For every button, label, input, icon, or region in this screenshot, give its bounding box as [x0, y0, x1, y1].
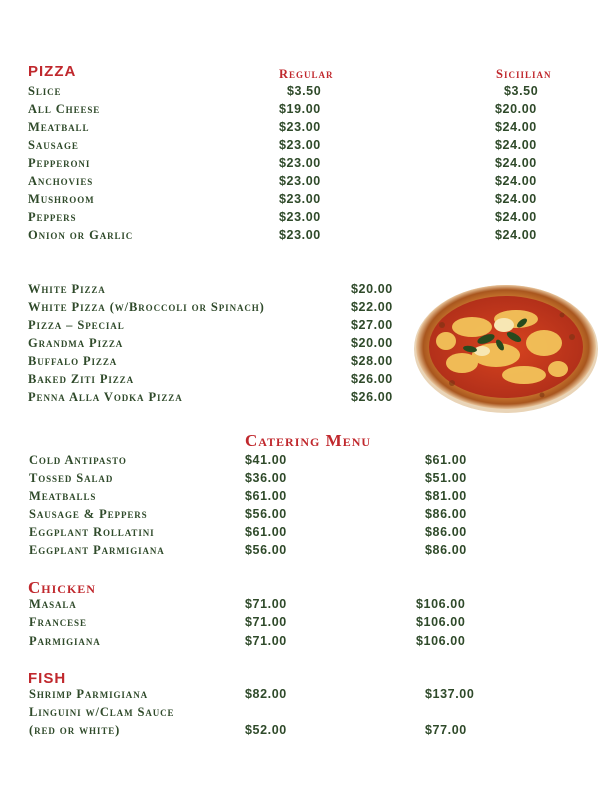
- item-price-small: $56.00: [245, 507, 287, 521]
- item-price-regular: $3.50: [287, 84, 322, 98]
- item-name: Sausage: [28, 138, 79, 152]
- item-price-sicilian: $24.00: [495, 210, 537, 224]
- item-price-regular: $19.00: [279, 102, 321, 116]
- item-name: Parmigiana: [29, 634, 101, 648]
- item-name: Mushroom: [28, 192, 95, 206]
- item-price-small: $36.00: [245, 471, 287, 485]
- item-price-regular: $23.00: [279, 210, 321, 224]
- item-price-large: $86.00: [425, 543, 467, 557]
- item-price-small: $56.00: [245, 543, 287, 557]
- item-name: Slice: [28, 84, 62, 98]
- item-name: White Pizza (w/Broccoli or Spinach): [28, 300, 265, 314]
- item-name: Meatball: [28, 120, 90, 134]
- item-name: Pizza – Special: [28, 318, 125, 332]
- item-price-sicilian: $3.50: [504, 84, 539, 98]
- fish-heading: FISH: [28, 670, 67, 687]
- item-price-regular: $23.00: [279, 138, 321, 152]
- item-price-large: $106.00: [416, 634, 466, 648]
- item-name: Onion or Garlic: [28, 228, 134, 242]
- item-price: $22.00: [351, 300, 393, 314]
- item-price-sicilian: $20.00: [495, 102, 537, 116]
- item-price-regular: $23.00: [279, 156, 321, 170]
- item-price-large: $86.00: [425, 507, 467, 521]
- item-price: $20.00: [351, 336, 393, 350]
- item-price-large: $51.00: [425, 471, 467, 485]
- item-price-small: $82.00: [245, 687, 287, 701]
- item-price-sicilian: $24.00: [495, 120, 537, 134]
- item-price-small: $61.00: [245, 489, 287, 503]
- item-name: White Pizza: [28, 282, 106, 296]
- item-name: Linguini w/Clam Sauce: [29, 705, 175, 719]
- item-price: $27.00: [351, 318, 393, 332]
- chicken-heading: Chicken: [28, 578, 96, 597]
- item-price-sicilian: $24.00: [495, 174, 537, 188]
- item-name: Cold Antipasto: [29, 453, 127, 467]
- pizza-col-regular: Regular: [279, 67, 334, 81]
- pizza-photo-icon: [412, 279, 600, 413]
- item-price-sicilian: $24.00: [495, 138, 537, 152]
- item-name: Shrimp Parmigiana: [29, 687, 149, 701]
- item-price-regular: $23.00: [279, 192, 321, 206]
- item-price-large: $61.00: [425, 453, 467, 467]
- item-price-large: $106.00: [416, 615, 466, 629]
- item-name: Tossed Salad: [29, 471, 114, 485]
- item-price-sicilian: $24.00: [495, 192, 537, 206]
- item-name: Eggplant Parmigiana: [29, 543, 165, 557]
- item-price-large: $81.00: [425, 489, 467, 503]
- item-price-sicilian: $24.00: [495, 156, 537, 170]
- item-name: Meatballs: [29, 489, 97, 503]
- pizza-col-sicilian: Siciilian: [496, 67, 552, 81]
- item-price: $28.00: [351, 354, 393, 368]
- pizza-heading: PIZZA: [28, 63, 77, 80]
- item-price-regular: $23.00: [279, 120, 321, 134]
- item-name: Masala: [29, 597, 77, 611]
- item-price-small: $41.00: [245, 453, 287, 467]
- item-price-large: $86.00: [425, 525, 467, 539]
- item-name: Grandma Pizza: [28, 336, 124, 350]
- item-price-large: $77.00: [425, 723, 467, 737]
- item-name: Baked Ziti Pizza: [28, 372, 134, 386]
- item-name: Anchovies: [28, 174, 94, 188]
- item-price: $26.00: [351, 390, 393, 404]
- item-price: $26.00: [351, 372, 393, 386]
- item-name: Penna Alla Vodka Pizza: [28, 390, 183, 404]
- item-price-small: $71.00: [245, 615, 287, 629]
- item-price-small: $71.00: [245, 597, 287, 611]
- item-name: Sausage & Peppers: [29, 507, 148, 521]
- item-price-large: $106.00: [416, 597, 466, 611]
- catering-heading: Catering Menu: [245, 431, 372, 450]
- item-name: Pepperoni: [28, 156, 91, 170]
- item-name: Buffalo Pizza: [28, 354, 118, 368]
- item-price-small: $61.00: [245, 525, 287, 539]
- item-price-sicilian: $24.00: [495, 228, 537, 242]
- item-name: Peppers: [28, 210, 77, 224]
- item-price-regular: $23.00: [279, 228, 321, 242]
- item-price-small: $52.00: [245, 723, 287, 737]
- item-price-small: $71.00: [245, 634, 287, 648]
- item-price-regular: $23.00: [279, 174, 321, 188]
- item-price: $20.00: [351, 282, 393, 296]
- item-name: (red or white): [29, 723, 121, 737]
- item-name: All Cheese: [28, 102, 101, 116]
- item-name: Eggplant Rollatini: [29, 525, 155, 539]
- item-price-large: $137.00: [425, 687, 475, 701]
- item-name: Francese: [29, 615, 87, 629]
